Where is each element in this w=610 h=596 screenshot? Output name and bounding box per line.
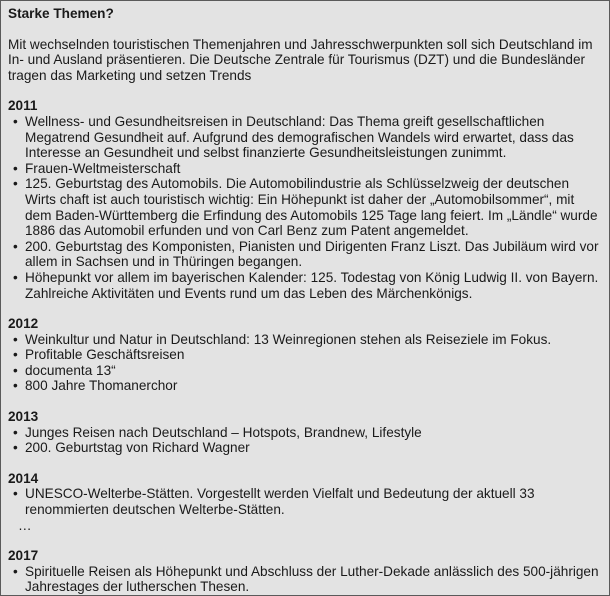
year-heading: 2012 [8,316,39,332]
section-2014 [8,471,599,533]
section-2017 [8,548,599,595]
section-2013 [8,409,599,456]
list-item: • UNESCO-Welterbe-Stätten. Vorgestellt werden Vielfalt und Bedeutung der aktuell 33 renommierten deutschen Welterbe-Stätten. [8,486,599,517]
bullet-list [8,332,599,394]
list-item: • Höhepunkt vor allem im bayerischen Kalender: 125. Todestag von König Ludwig II. von Bayern. Zahlreiche Aktivitäten und Events rund um das Leben des Märchenkönigs. [8,270,599,301]
ellipsis: … [18,517,32,533]
bullet-list [8,425,599,456]
list-item: • Profitable Geschäftsreisen [8,347,599,363]
list-item: • Frauen-Weltmeisterschaft [8,161,599,177]
bullet-list [8,114,599,301]
list-item: • Spirituelle Reisen als Höhepunkt und Abschluss der Luther-Dekade anlässlich des 500-jährigen Jahrestages der lutherschen Thesen. [8,564,599,595]
bullet-list [8,486,599,517]
list-item: • 200. Geburtstag des Komponisten, Pianisten und Dirigenten Franz Liszt. Das Jubiläum wird vor allem in Sachsen und in Thüringen begangen. [8,239,599,270]
list-item: • Weinkultur und Natur in Deutschland: 13 Weinregionen stehen als Reiseziele im Fokus. [8,332,599,348]
list-item: • 200. Geburtstag von Richard Wagner [8,440,599,456]
list-item: • 800 Jahre Thomanerchor [8,378,599,394]
list-item: • Wellness- und Gesundheitsreisen in Deutschland: Das Thema greift gesellschaftlichen Megatrend Gesundheit auf. Aufgrund des demografischen Wandels wird erwartet, dass das Interesse an Gesundheit und selbst finanzierte Gesundheitsleistungen zunimmt. [8,114,599,161]
year-heading: 2017 [8,548,39,564]
section-2012 [8,316,599,394]
year-heading: 2013 [8,409,39,425]
year-heading: 2014 [8,470,39,486]
list-item: • Junges Reisen nach Deutschland – Hotspots, Brandnew, Lifestyle [8,425,599,441]
bullet-list [8,564,599,595]
list-item: • documenta 13“ [8,363,599,379]
list-item: • 125. Geburtstag des Automobils. Die Automobilindustrie als Schlüsselzweig der deutschen Wirts chaft ist auch touristisch wichtig: Ein Höhepunkt ist daher der „Automobilsommer“, mit dem Baden-Württemberg die Erfindung des Automobils 125 Tage lang feiert. Im „Ländle“ wurde 1886 das Automobil erfunden und von Carl Benz zum Patent angemeldet. [8,176,599,238]
year-heading: 2011 [8,98,38,114]
section-2011 [8,98,599,301]
intro-paragraph: Mit wechselnden touristischen Themenjahren und Jahresschwerpunkten soll sich Deutschland im In- und Ausland präsentieren. Die Deutsche Zentrale für Tourismus (DZT) und die Bundesländer tragen das Marketing und setzen Trends [8,36,593,83]
box-title: Starke Themen? [8,6,114,21]
